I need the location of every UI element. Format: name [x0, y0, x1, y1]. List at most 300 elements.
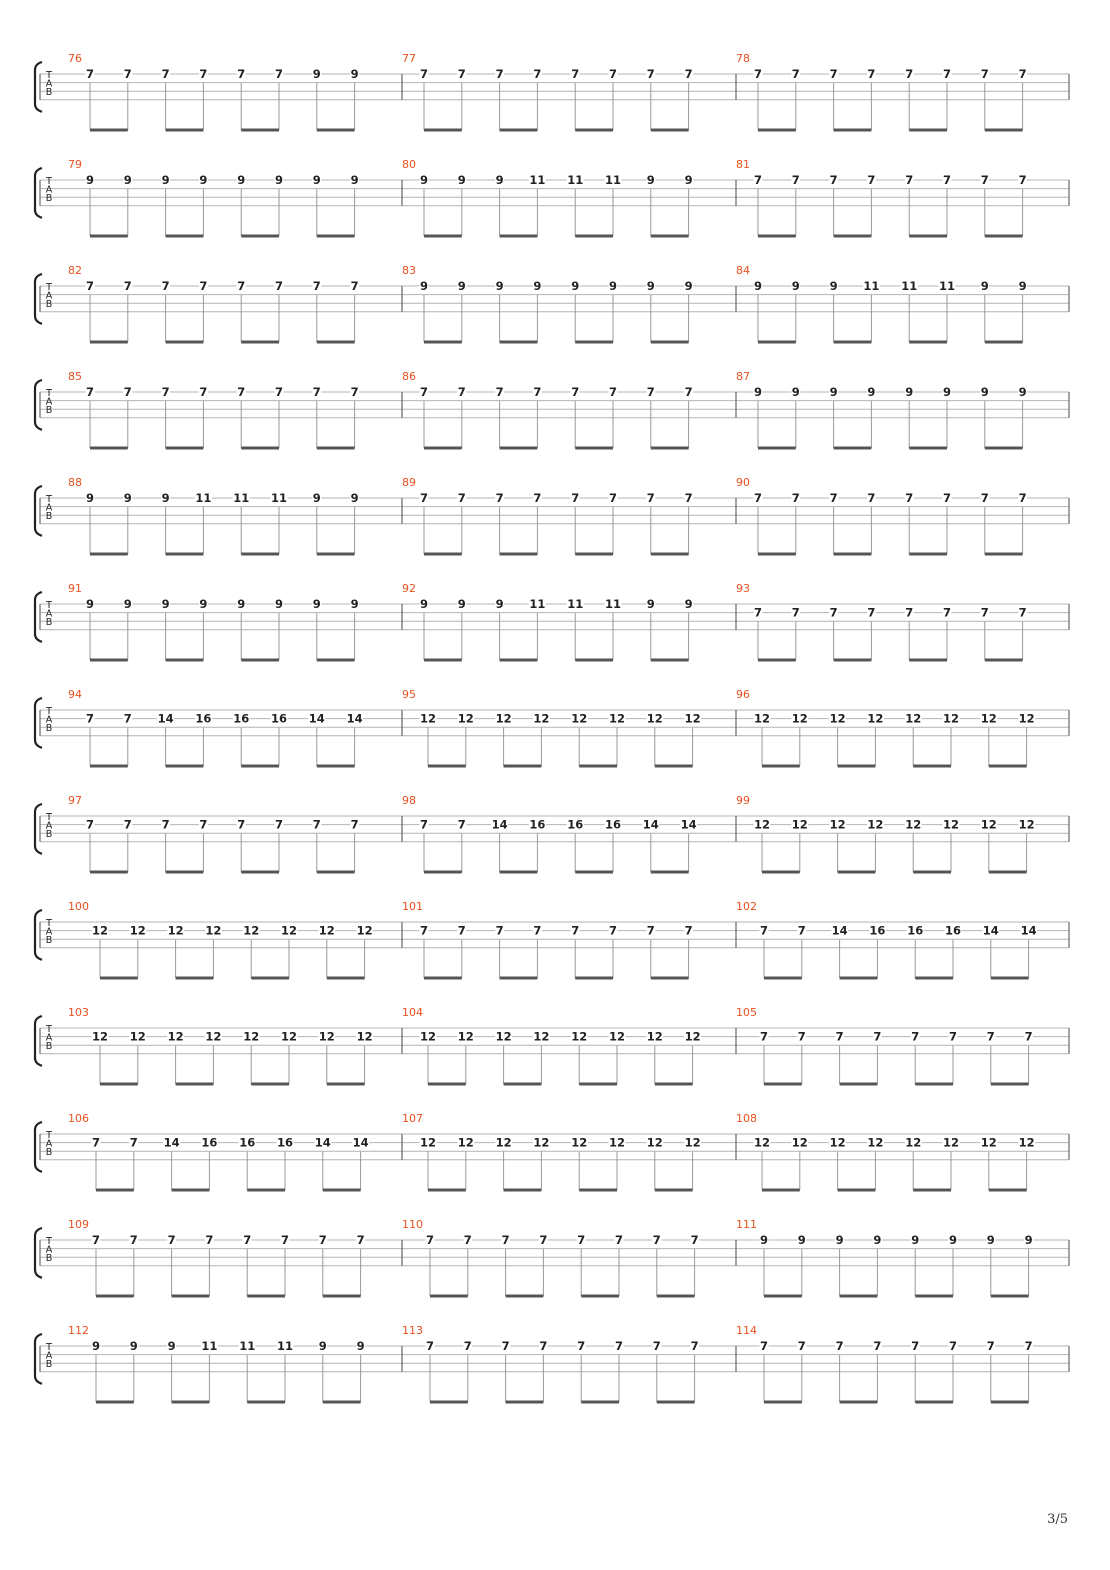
fret-number: 11 — [938, 279, 956, 293]
note-beam — [424, 235, 462, 238]
note-beam — [758, 235, 796, 238]
fret-number: 9 — [646, 279, 655, 293]
tab-clef-letter: A — [45, 926, 53, 938]
fret-number: 7 — [457, 67, 466, 81]
note-beam — [96, 1401, 134, 1404]
fret-number: 7 — [867, 67, 876, 81]
fret-number: 7 — [867, 173, 876, 187]
fret-number: 9 — [911, 1233, 920, 1247]
note-beam — [909, 553, 947, 556]
tab-clef-letter: T — [46, 494, 52, 505]
note-beam — [985, 659, 1023, 662]
measure-number: 108 — [736, 1112, 757, 1125]
note-beam — [424, 553, 462, 556]
note-beam — [581, 1295, 619, 1298]
note-beam — [651, 447, 689, 450]
fret-number: 7 — [199, 67, 208, 81]
fret-number: 7 — [356, 1233, 365, 1247]
fret-number: 7 — [123, 711, 132, 726]
note-beam — [575, 129, 613, 132]
fret-number: 7 — [243, 1233, 252, 1247]
measure — [68, 264, 359, 344]
note-beam — [500, 977, 538, 980]
fret-number: 7 — [797, 923, 806, 938]
tab-clef-letter: B — [45, 1147, 53, 1159]
tab-system — [35, 158, 1069, 238]
note-beam — [166, 129, 204, 132]
fret-number: 7 — [759, 1339, 769, 1353]
fret-number: 9 — [495, 279, 504, 293]
measure — [736, 158, 1027, 238]
fret-number: 12 — [571, 1029, 588, 1044]
fret-number: 7 — [85, 385, 95, 399]
measure-number: 107 — [402, 1112, 423, 1125]
measure — [736, 476, 1027, 556]
note-beam — [651, 129, 689, 132]
tab-system — [35, 1218, 1069, 1298]
note-beam — [657, 1401, 695, 1404]
note-beam — [758, 447, 796, 450]
fret-number: 12 — [571, 711, 588, 726]
fret-number: 7 — [753, 491, 763, 505]
fret-number: 9 — [457, 597, 466, 611]
fret-number: 12 — [980, 711, 997, 726]
fret-number: 9 — [85, 173, 95, 187]
fret-number: 7 — [614, 1339, 624, 1353]
measure-number: 97 — [68, 794, 82, 807]
fret-number: 12 — [129, 923, 146, 938]
fret-number: 9 — [759, 1233, 769, 1247]
fret-number: 7 — [608, 923, 618, 938]
fret-number: 7 — [608, 491, 618, 505]
fret-number: 7 — [577, 1233, 586, 1247]
measure — [68, 158, 359, 238]
fret-number: 7 — [1018, 173, 1027, 187]
fret-number: 7 — [312, 385, 321, 399]
note-beam — [838, 871, 876, 874]
fret-number: 14 — [680, 817, 697, 832]
measure-number: 80 — [402, 158, 416, 171]
note-beam — [247, 1401, 285, 1404]
fret-number: 7 — [274, 817, 284, 832]
note-beam — [90, 447, 128, 450]
measure — [402, 688, 701, 768]
fret-number: 9 — [123, 173, 132, 187]
fret-number: 12 — [905, 1135, 922, 1150]
fret-number: 7 — [571, 67, 580, 81]
fret-number: 7 — [1018, 67, 1027, 81]
fret-number: 12 — [905, 711, 922, 726]
fret-number: 7 — [1018, 491, 1027, 505]
fret-number: 7 — [829, 605, 838, 620]
fret-number: 12 — [753, 1135, 771, 1150]
measure — [736, 582, 1027, 662]
fret-number: 11 — [529, 173, 546, 187]
tab-clef-letter: B — [45, 87, 53, 99]
fret-number: 7 — [237, 279, 246, 293]
note-beam — [909, 235, 947, 238]
fret-number: 9 — [85, 491, 95, 505]
fret-number: 7 — [652, 1339, 661, 1353]
fret-number: 12 — [684, 1029, 701, 1044]
measure-number: 106 — [68, 1112, 89, 1125]
fret-number: 7 — [571, 923, 580, 938]
fret-number: 7 — [495, 491, 504, 505]
measure — [68, 1112, 369, 1192]
note-beam — [909, 129, 947, 132]
tab-system — [35, 900, 1069, 980]
fret-number: 12 — [533, 1029, 550, 1044]
measure — [736, 370, 1027, 450]
measure — [68, 52, 359, 132]
note-beam — [90, 553, 128, 556]
fret-number: 12 — [905, 817, 922, 832]
fret-number: 7 — [419, 923, 429, 938]
measure — [68, 900, 373, 980]
note-beam — [985, 129, 1023, 132]
note-beam — [655, 1189, 693, 1192]
fret-number: 7 — [350, 385, 359, 399]
note-beam — [909, 447, 947, 450]
note-beam — [504, 765, 542, 768]
fret-number: 9 — [646, 173, 655, 187]
fret-number: 9 — [457, 173, 466, 187]
note-beam — [655, 1083, 693, 1086]
note-beam — [424, 341, 462, 344]
tab-clef-letter: A — [45, 1350, 53, 1362]
measure — [68, 794, 359, 874]
fret-number: 7 — [646, 491, 655, 505]
fret-number: 7 — [690, 1339, 699, 1353]
fret-number: 9 — [85, 597, 95, 611]
note-beam — [323, 1401, 361, 1404]
fret-number: 12 — [280, 1029, 298, 1044]
fret-number: 7 — [199, 385, 208, 399]
fret-number: 12 — [608, 1029, 626, 1044]
fret-number: 7 — [419, 491, 429, 505]
fret-number: 9 — [274, 173, 284, 187]
measure-number: 85 — [68, 370, 82, 383]
tab-system — [35, 1112, 1069, 1192]
tab-clef-letter: B — [45, 1359, 53, 1371]
note-beam — [834, 235, 872, 238]
fret-number: 12 — [129, 1029, 146, 1044]
note-beam — [909, 659, 947, 662]
fret-number: 12 — [684, 1135, 701, 1150]
fret-number: 11 — [604, 597, 622, 611]
note-beam — [317, 341, 355, 344]
note-beam — [90, 235, 128, 238]
note-beam — [317, 447, 355, 450]
fret-number: 9 — [199, 173, 208, 187]
note-beam — [424, 977, 462, 980]
fret-number: 9 — [942, 385, 952, 399]
note-beam — [915, 977, 953, 980]
measure — [736, 688, 1035, 768]
fret-number: 9 — [274, 597, 284, 611]
note-beam — [838, 765, 876, 768]
fret-number: 7 — [85, 67, 95, 81]
fret-number: 9 — [419, 279, 429, 293]
measure-number: 101 — [402, 900, 423, 913]
note-beam — [651, 235, 689, 238]
fret-number: 9 — [129, 1339, 138, 1353]
tab-clef-letter: A — [45, 78, 53, 90]
note-beam — [834, 447, 872, 450]
fret-number: 9 — [791, 279, 800, 293]
fret-number: 7 — [986, 1029, 995, 1044]
fret-number: 7 — [980, 491, 989, 505]
fret-number: 7 — [463, 1233, 472, 1247]
fret-number: 7 — [646, 67, 655, 81]
system-bracket — [35, 168, 42, 218]
note-beam — [758, 659, 796, 662]
tab-clef-letter: B — [45, 617, 53, 629]
fret-number: 7 — [684, 923, 693, 938]
fret-number: 16 — [233, 711, 250, 726]
fret-number: 7 — [829, 67, 838, 81]
measure — [402, 370, 693, 450]
fret-number: 12 — [91, 923, 109, 938]
fret-number: 12 — [942, 711, 960, 726]
note-beam — [90, 871, 128, 874]
measure — [402, 158, 693, 238]
fret-number: 7 — [457, 491, 466, 505]
measure-number: 82 — [68, 264, 82, 277]
fret-number: 7 — [312, 817, 321, 832]
fret-number: 14 — [491, 817, 508, 832]
measure-number: 87 — [736, 370, 750, 383]
fret-number: 9 — [829, 279, 838, 293]
fret-number: 16 — [604, 817, 622, 832]
note-beam — [317, 659, 355, 662]
fret-number: 7 — [948, 1339, 958, 1353]
note-beam — [834, 553, 872, 556]
fret-number: 7 — [753, 173, 763, 187]
note-beam — [251, 977, 289, 980]
fret-number: 7 — [539, 1233, 548, 1247]
fret-number: 9 — [199, 597, 208, 611]
fret-number: 7 — [495, 923, 504, 938]
note-beam — [166, 659, 204, 662]
fret-number: 7 — [350, 817, 359, 832]
fret-number: 12 — [942, 817, 960, 832]
fret-number: 7 — [199, 279, 208, 293]
measure — [402, 1218, 699, 1298]
tab-clef-letter: T — [46, 176, 52, 187]
fret-number: 12 — [205, 1029, 222, 1044]
fret-number: 12 — [318, 923, 335, 938]
fret-number: 9 — [495, 173, 504, 187]
note-beam — [575, 977, 613, 980]
measure-number: 94 — [68, 688, 82, 701]
system-bracket — [35, 380, 42, 430]
fret-number: 7 — [835, 1339, 844, 1353]
note-beam — [657, 1295, 695, 1298]
note-beam — [166, 553, 204, 556]
measure-number: 104 — [402, 1006, 423, 1019]
note-beam — [991, 1401, 1029, 1404]
fret-number: 7 — [129, 1233, 138, 1247]
fret-number: 9 — [867, 385, 876, 399]
fret-number: 9 — [312, 491, 321, 505]
fret-number: 7 — [237, 67, 246, 81]
note-beam — [575, 659, 613, 662]
note-beam — [241, 447, 279, 450]
note-beam — [758, 553, 796, 556]
note-beam — [909, 341, 947, 344]
measure — [736, 52, 1027, 132]
fret-number: 12 — [356, 1029, 373, 1044]
fret-number: 7 — [237, 385, 246, 399]
note-beam — [251, 1083, 289, 1086]
tab-clef-letter: A — [45, 1244, 53, 1256]
tab-system — [35, 1324, 1069, 1404]
fret-number: 7 — [457, 817, 466, 832]
note-beam — [430, 1295, 468, 1298]
tab-clef-letter: B — [45, 829, 53, 841]
note-beam — [834, 341, 872, 344]
note-beam — [989, 871, 1027, 874]
fret-number: 12 — [280, 923, 298, 938]
tab-clef-letter: A — [45, 714, 53, 726]
tab-clef-letter: T — [46, 70, 52, 81]
tab-clef-letter: B — [45, 1041, 53, 1053]
measure-number: 112 — [68, 1324, 89, 1337]
note-beam — [985, 553, 1023, 556]
fret-number: 7 — [91, 1233, 101, 1247]
fret-number: 12 — [942, 1135, 960, 1150]
note-beam — [100, 977, 138, 980]
fret-number: 9 — [835, 1233, 844, 1247]
note-beam — [172, 1189, 210, 1192]
note-beam — [579, 1189, 617, 1192]
note-beam — [317, 129, 355, 132]
fret-number: 12 — [457, 1135, 474, 1150]
measure-number: 91 — [68, 582, 82, 595]
note-beam — [241, 341, 279, 344]
fret-number: 7 — [167, 1233, 176, 1247]
tab-system — [35, 1006, 1069, 1086]
note-beam — [317, 871, 355, 874]
fret-number: 7 — [85, 711, 95, 726]
note-beam — [500, 871, 538, 874]
tab-system — [35, 370, 1069, 450]
note-beam — [991, 1295, 1029, 1298]
fret-number: 7 — [980, 605, 989, 620]
fret-number: 7 — [318, 1233, 327, 1247]
measure — [402, 794, 697, 874]
system-bracket — [35, 1334, 42, 1384]
measure-number: 111 — [736, 1218, 757, 1231]
fret-number: 7 — [797, 1339, 806, 1353]
fret-number: 7 — [463, 1339, 472, 1353]
note-beam — [764, 1401, 802, 1404]
fret-number: 7 — [425, 1233, 435, 1247]
fret-number: 12 — [980, 1135, 997, 1150]
note-beam — [504, 1189, 542, 1192]
tab-clef-letter: A — [45, 1032, 53, 1044]
system-bracket — [35, 804, 42, 854]
note-beam — [579, 1083, 617, 1086]
note-beam — [241, 129, 279, 132]
measure-number: 96 — [736, 688, 750, 701]
fret-number: 12 — [980, 817, 997, 832]
measure-number: 114 — [736, 1324, 757, 1337]
fret-number: 7 — [457, 385, 466, 399]
tab-clef-letter: A — [45, 290, 53, 302]
fret-number: 9 — [91, 1339, 101, 1353]
measure-number: 99 — [736, 794, 750, 807]
measure — [402, 476, 693, 556]
fret-number: 11 — [201, 1339, 218, 1353]
tab-system — [35, 476, 1069, 556]
note-beam — [991, 977, 1029, 980]
fret-number: 9 — [986, 1233, 995, 1247]
fret-number: 12 — [495, 1135, 512, 1150]
fret-number: 16 — [201, 1135, 218, 1150]
note-beam — [166, 765, 204, 768]
tab-clef-letter: T — [46, 1024, 52, 1035]
measure-number: 77 — [402, 52, 416, 65]
fret-number: 7 — [942, 173, 952, 187]
fret-number: 7 — [161, 817, 170, 832]
note-beam — [90, 659, 128, 662]
fret-number: 7 — [980, 173, 989, 187]
fret-number: 7 — [571, 491, 580, 505]
fret-number: 9 — [350, 491, 359, 505]
fret-number: 9 — [457, 279, 466, 293]
fret-number: 7 — [85, 279, 95, 293]
note-beam — [651, 659, 689, 662]
measure-number: 76 — [68, 52, 82, 65]
fret-number: 12 — [791, 1135, 808, 1150]
fret-number: 7 — [419, 817, 429, 832]
note-beam — [915, 1295, 953, 1298]
measure-number: 81 — [736, 158, 750, 171]
fret-number: 9 — [948, 1233, 958, 1247]
note-beam — [430, 1401, 468, 1404]
fret-number: 12 — [791, 711, 808, 726]
fret-number: 9 — [905, 385, 914, 399]
tab-clef-letter: T — [46, 1342, 52, 1353]
note-beam — [764, 1083, 802, 1086]
measure-number: 93 — [736, 582, 750, 595]
measure-number: 88 — [68, 476, 82, 489]
tab-clef-letter: T — [46, 706, 52, 717]
fret-number: 7 — [85, 817, 95, 832]
measure-number: 103 — [68, 1006, 89, 1019]
fret-number: 7 — [867, 605, 876, 620]
tab-clef-letter: B — [45, 405, 53, 417]
tab-clef-letter: A — [45, 184, 53, 196]
fret-number: 7 — [312, 279, 321, 293]
note-beam — [985, 235, 1023, 238]
fret-number: 11 — [604, 173, 622, 187]
note-beam — [758, 129, 796, 132]
fret-number: 14 — [642, 817, 659, 832]
fret-number: 11 — [270, 491, 288, 505]
fret-number: 9 — [123, 597, 132, 611]
measure — [68, 688, 363, 768]
fret-number: 7 — [791, 491, 800, 505]
fret-number: 12 — [419, 1135, 437, 1150]
note-beam — [575, 235, 613, 238]
measure-number: 84 — [736, 264, 750, 277]
measure-number: 113 — [402, 1324, 423, 1337]
fret-number: 9 — [980, 385, 989, 399]
note-beam — [241, 765, 279, 768]
